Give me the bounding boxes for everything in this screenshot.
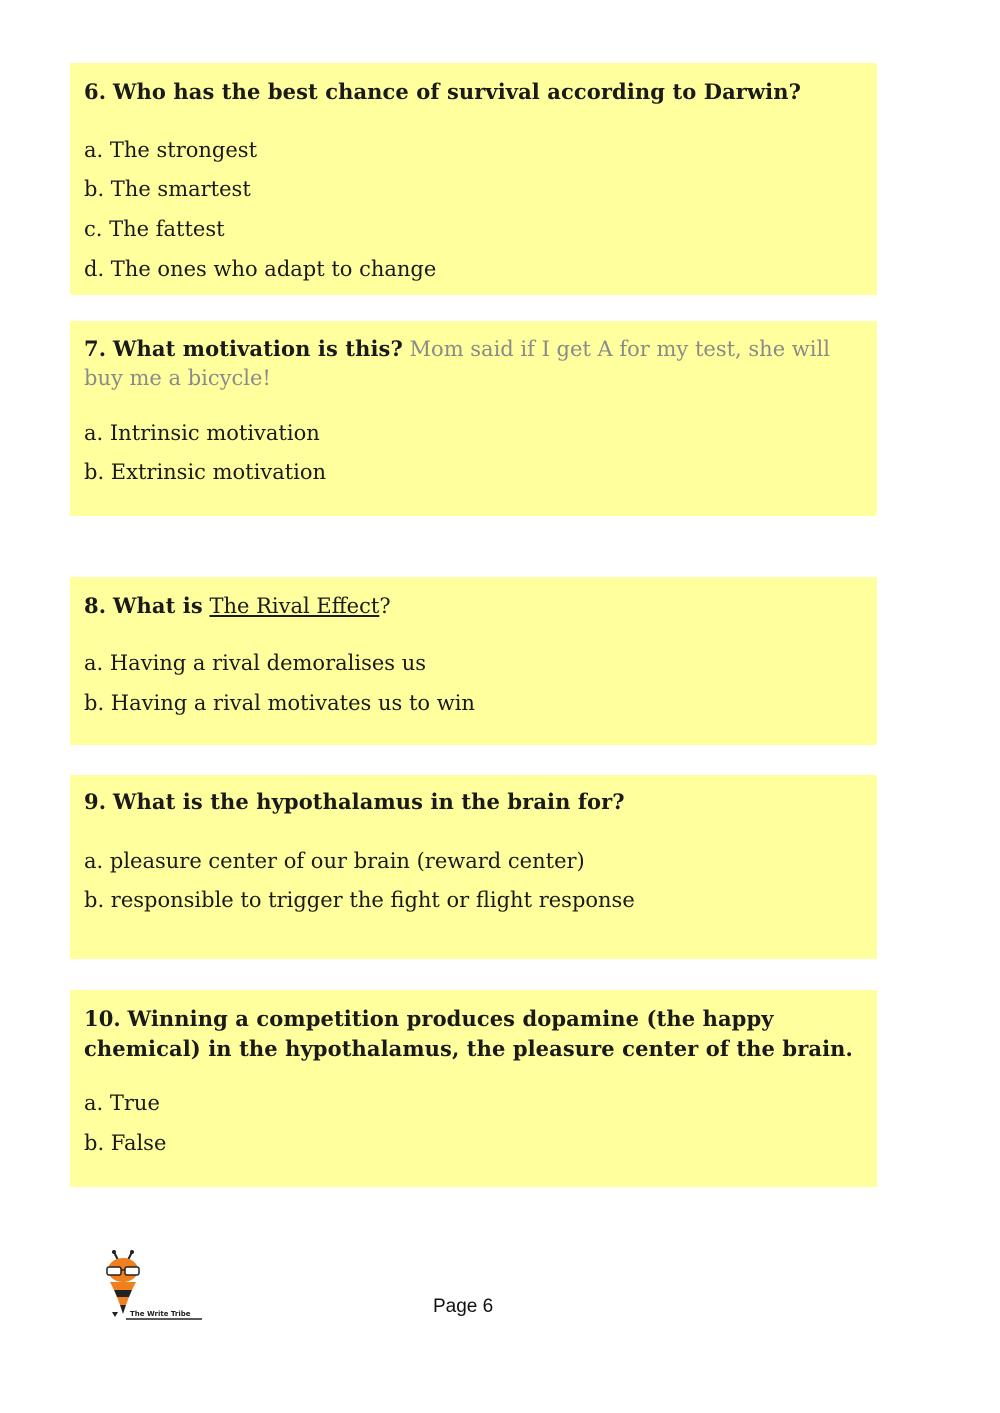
- option-b: b. The smartest: [84, 177, 251, 201]
- question-8-box: [70, 577, 877, 745]
- option-c: c. The fattest: [84, 217, 225, 241]
- write-tribe-logo: [98, 1250, 208, 1326]
- question-scenario: Mom said if I get A for my test, she will buy me a bicycle!: [84, 337, 830, 390]
- question-number: 6.: [84, 79, 107, 104]
- question-7-box: [70, 321, 877, 516]
- question-number: 7.: [84, 336, 107, 361]
- option-b: b. False: [84, 1131, 167, 1155]
- logo-text: The Write Tribe: [130, 1310, 191, 1318]
- question-7-prompt: [84, 334, 859, 393]
- question-6-box: [70, 63, 877, 295]
- option-b: b. responsible to trigger the fight or flight response: [84, 888, 635, 912]
- question-text: What is: [112, 593, 203, 618]
- option-b: b. Having a rival motivates us to win: [84, 691, 475, 715]
- question-suffix: ?: [379, 594, 391, 618]
- option-d: d. The ones who adapt to change: [84, 257, 437, 281]
- question-text: What is the hypothalamus in the brain for?: [112, 789, 625, 814]
- page-number: Page 6: [433, 1296, 494, 1317]
- question-8-prompt: [84, 591, 859, 621]
- option-a: a. The strongest: [84, 138, 258, 162]
- question-9-prompt: [84, 787, 859, 817]
- option-a: a. Having a rival demoralises us: [84, 651, 427, 675]
- question-number: 10.: [84, 1006, 121, 1031]
- option-a: a. pleasure center of our brain (reward center): [84, 849, 585, 873]
- question-term: The Rival Effect: [209, 594, 380, 618]
- question-text: Who has the best chance of survival according to Darwin?: [112, 79, 801, 104]
- question-10-prompt: [84, 1004, 859, 1064]
- option-a: a. True: [84, 1091, 160, 1115]
- question-text: What motivation is this?: [112, 336, 403, 361]
- option-a: a. Intrinsic motivation: [84, 421, 320, 445]
- question-text: Winning a competition produces dopamine (the happy chemical) in the hypothalamus, the pleasure center of the brain.: [84, 1006, 853, 1061]
- question-number: 9.: [84, 789, 107, 814]
- question-6-prompt: [84, 77, 859, 107]
- question-9-box: [70, 775, 877, 959]
- question-10-box: [70, 990, 877, 1187]
- question-number: 8.: [84, 593, 107, 618]
- option-b: b. Extrinsic motivation: [84, 460, 327, 484]
